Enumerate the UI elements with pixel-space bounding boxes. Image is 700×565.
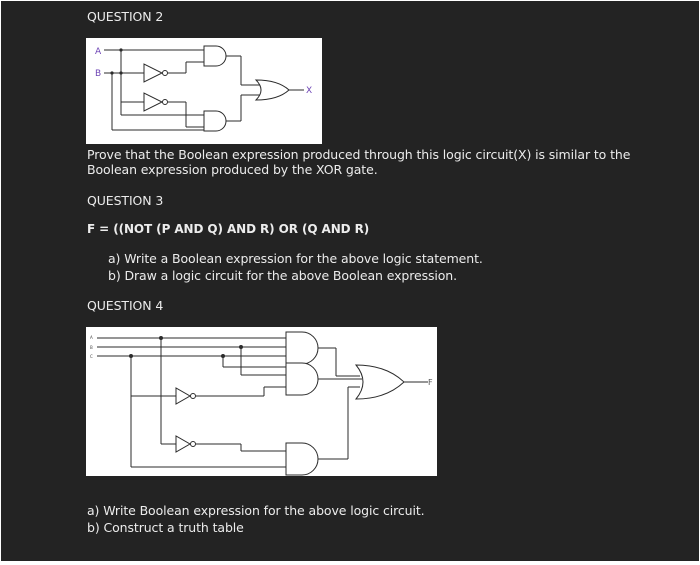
document-page [1, 1, 699, 561]
question-3-item-b: b) Draw a logic circuit for the above Boolean expression. [108, 268, 458, 283]
question-2-circuit-figure [86, 38, 322, 144]
question-4-heading: QUESTION 4 [87, 298, 164, 313]
question-3-heading: QUESTION 3 [87, 193, 164, 208]
question-3-expression: F = ((NOT (P AND Q) AND R) OR (Q AND R) [87, 222, 370, 236]
circuit-input-c-label: C [90, 354, 93, 359]
circuit-input-b-label: B [95, 69, 102, 79]
question-3-item-a: a) Write a Boolean expression for the above logic statement. [108, 251, 483, 266]
question-4-item-b: b) Construct a truth table [87, 520, 244, 535]
circuit-output-x-label: X [306, 86, 313, 96]
circuit-input-a-label: A [90, 335, 93, 340]
question-2-text-line-1: Prove that the Boolean expression produced through this logic circuit(X) is similar to the [87, 147, 631, 162]
circuit-input-b-label: B [90, 345, 93, 350]
question-4-item-a: a) Write Boolean expression for the above logic circuit. [87, 503, 425, 518]
question-2-heading: QUESTION 2 [87, 9, 164, 24]
circuit-input-a-label: A [95, 47, 102, 57]
question-4-circuit-figure [86, 327, 437, 476]
question-2-text-line-2: Boolean expression produced by the XOR gate. [87, 162, 378, 177]
circuit-output-f-label: F [428, 378, 433, 387]
